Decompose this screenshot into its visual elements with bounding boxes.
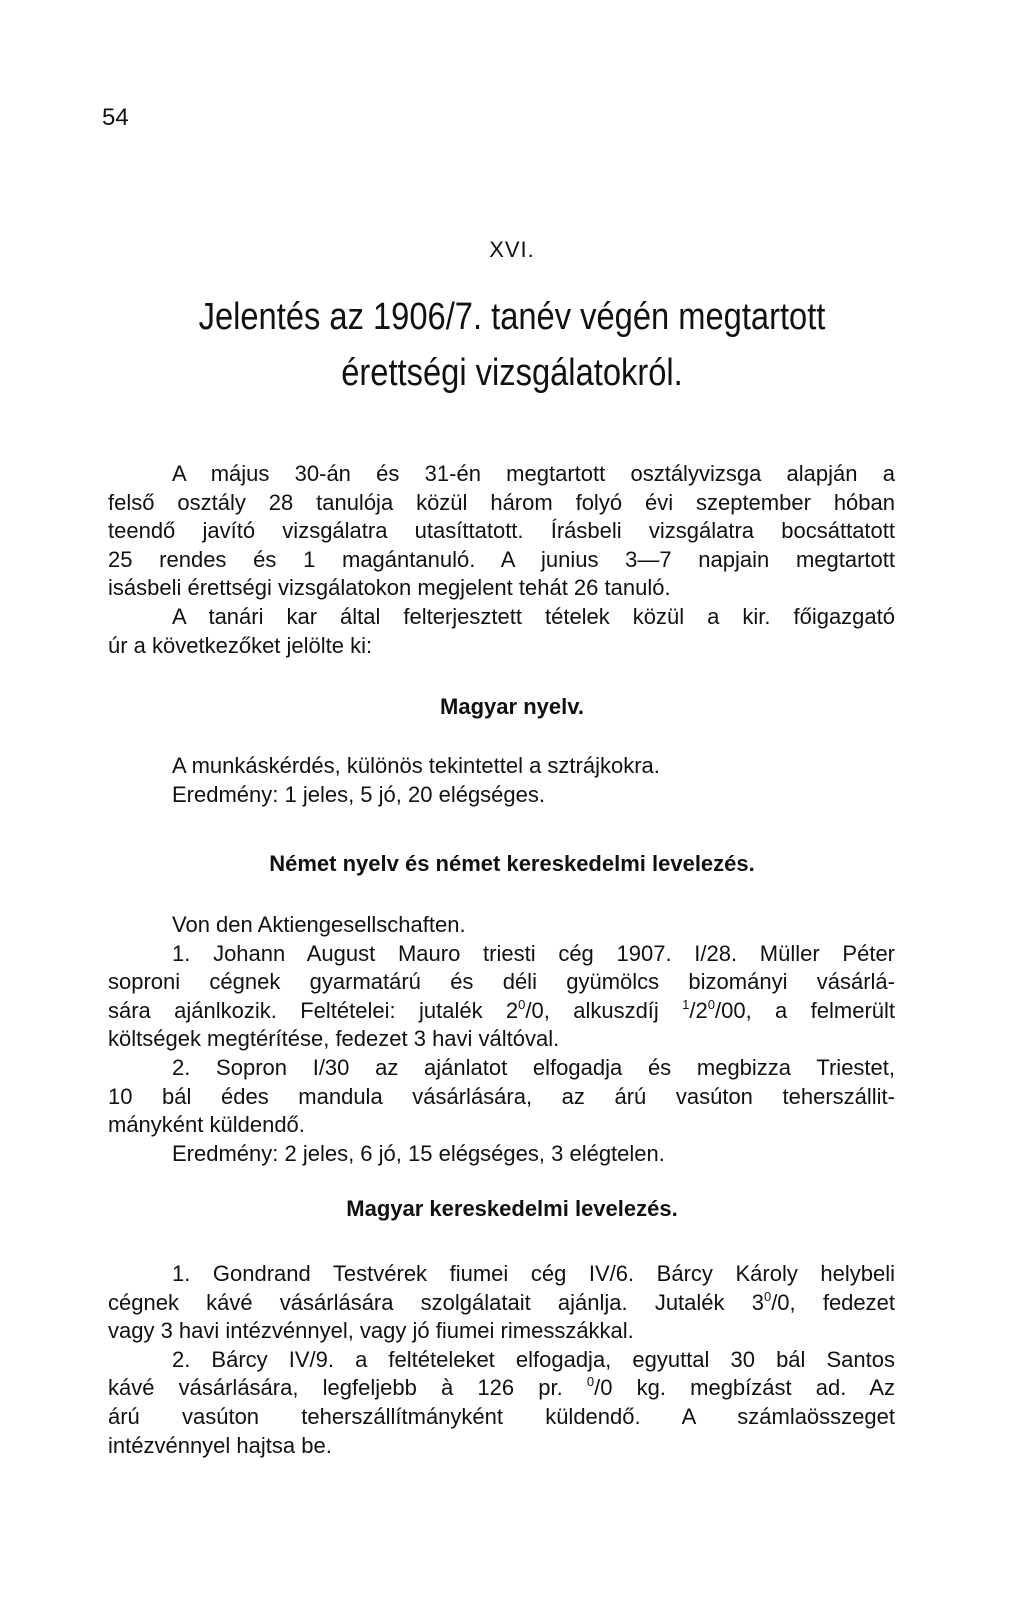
intro-line: A május 30-án és 31-én megtartott osztályvizsga alapján a [172, 461, 895, 486]
intro-line: A tanári kar által felterjesztett tételek közül a kir. főigazgató [172, 603, 895, 629]
task-line [108, 997, 895, 1026]
task-line: 2. Sopron I/30 az ajánlatot elfogadja és megbizza Triestet, [172, 1054, 895, 1080]
intro-line: teendő javító vizsgálatra utasíttatott. Írásbeli vizsgálatra bocsáttatott [108, 518, 895, 544]
section-heading-keresk: Magyar kereskedelmi levelezés. [346, 1196, 678, 1221]
task-line: mányként küldendő. [108, 1112, 305, 1138]
intro-paragraph [108, 460, 895, 660]
page-number: 54 [102, 104, 129, 131]
text-fragment: /0, fedezet [771, 1289, 895, 1315]
essay-topic: A munkáskérdés, különös tekintettel a sztrájkokra. [172, 753, 660, 778]
section-magyar-nyelv [108, 752, 895, 809]
task-line: intézvénnyel hajtsa be. [108, 1432, 332, 1458]
text-fragment: /2 [689, 997, 708, 1023]
report-title-line-1: Jelentés az 1906/7. tanév végén megtartott [198, 296, 826, 338]
superscript: 1 [682, 996, 690, 1012]
task-line: árú vasúton teherszállítmányként küldendő. A számlaösszeget [108, 1403, 895, 1429]
intro-line: isásbeli érettségi vizsgálatokon megjelent tehát 26 tanuló. [108, 575, 671, 601]
task-line: 1. Gondrand Testvérek fiumei cég IV/6. Bárcy Károly helybeli [172, 1261, 895, 1286]
text-fragment: /0, alkuszdíj [525, 997, 683, 1023]
task-line [108, 1374, 895, 1403]
task-line: 10 bál édes mandula vásárlására, az árú vasúton teherszállit- [108, 1083, 895, 1109]
section-nemet [108, 911, 895, 1168]
text-fragment: sára ajánlkozik. Feltételei: jutalék 2 [108, 997, 519, 1023]
task-line: 1. Johann August Mauro triesti cég 1907. I/28. Müller Péter [172, 940, 895, 966]
result-line: Eredmény: 2 jeles, 6 jó, 15 elégséges, 3 elégtelen. [172, 1140, 665, 1166]
superscript: 0 [707, 996, 715, 1012]
superscript: 0 [518, 996, 526, 1012]
intro-line: úr a következőket jelölte ki: [108, 632, 373, 658]
section-keresk [108, 1260, 895, 1460]
text-fragment: cégnek kávé vásárlására szolgálatait ajánlja. Jutalék 3 [108, 1289, 764, 1315]
superscript: 0 [763, 1288, 772, 1304]
section-heading-magyar-nyelv: Magyar nyelv. [440, 694, 584, 719]
chapter-number: XVI. [489, 237, 535, 262]
task-line: költségek megtérítése, fedezet 3 havi váltóval. [108, 1026, 560, 1052]
text-fragment: /0 kg. megbízást ad. Az [594, 1375, 895, 1401]
intro-line: 25 rendes és 1 magántanuló. A junius 3—7 napjain megtartott [108, 546, 895, 572]
result-line: Eredmény: 1 jeles, 5 jó, 20 elégséges. [172, 781, 546, 807]
topic-line: Von den Aktiengesellschaften. [172, 912, 466, 937]
text-fragment: kávé vásárlására, legfeljebb à 126 pr. [108, 1375, 587, 1401]
task-line: soproni cégnek gyarmatárú és déli gyümölcs bizományi vásárlá- [108, 969, 895, 995]
task-line: vagy 3 havi intézvénnyel, vagy jó fiumei rimesszákkal. [108, 1318, 634, 1344]
intro-line: felső osztály 28 tanulója közül három folyó évi szeptember hóban [108, 489, 895, 515]
report-title-line-2: érettségi vizsgálatokról. [341, 352, 683, 394]
text-fragment: /00, a felmerült [715, 997, 895, 1023]
superscript: 0 [586, 1374, 595, 1390]
task-line: 2. Bárcy IV/9. a feltételeket elfogadja, egyuttal 30 bál Santos [172, 1346, 895, 1372]
task-line [108, 1289, 895, 1318]
section-heading-nemet: Német nyelv és német kereskedelmi levelezés. [269, 851, 755, 876]
